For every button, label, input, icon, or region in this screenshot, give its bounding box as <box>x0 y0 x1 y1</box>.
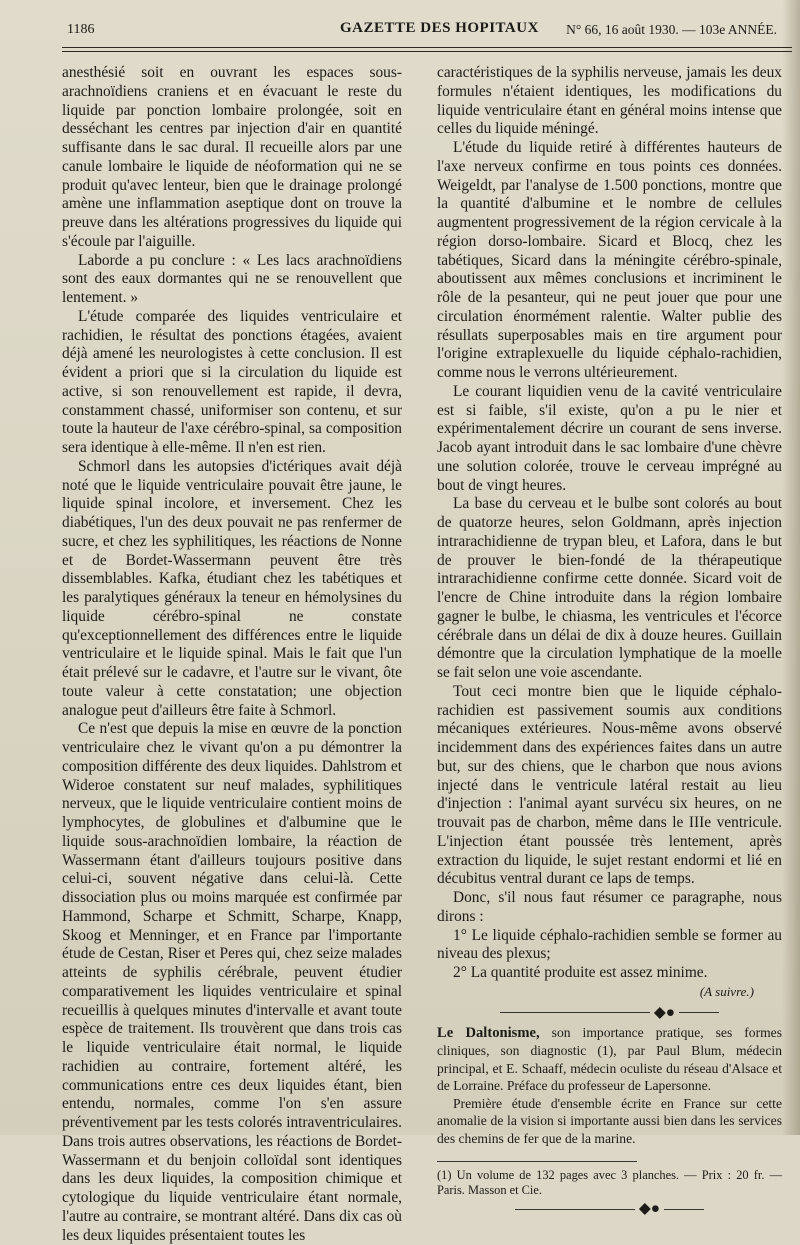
page-number: 1186 <box>67 22 95 37</box>
paragraph: L'étude du liquide retiré à différentes hauteurs de l'axe nerveux confirme en tous points ces données. Weigeldt, par l'analyse de 1.500 ponctions, montre que la quantité d'albumine et le nombre de cellules augmentent progressivement de la région cervicale à la région dorso-lombaire. Sicard et Blocq, chez les tabétiques, Sicard dans la méningite cérébro-spinale, aboutissent aux mêmes conclusions et incriminent le rôle de la pesanteur, qui ne peut jouer que pour une circulation énormément ralentie. Walter publie des résullats superposables mais en tire argument pour l'origine extraplexuelle du liquide céphalo-rachidien, comme nous le verrons ultérieurement. <box>437 139 782 381</box>
list-item: 1° Le liquide céphalo-rachidien semble se former au niveau des plexus; <box>437 926 782 963</box>
right-column <box>437 64 783 1217</box>
paragraph: anesthésié soit en ouvrant les espaces sous-arachnoïdiens craniens et en évacuant le reste du liquide par ponction lombaire prolongée, soit en desséchant les centres par injection d'air en quantité suffisante dans le sac dural. Il recueille alors par une canule lombaire le liquide de néoformation qui ne se produit qu'avec lenteur, bien que le drainage prolongé amène une inflammation aseptique dont on trouve la preuve dans les altérations progressives du liquide qui s'écoule par l'aiguille. <box>62 64 402 250</box>
header-rule <box>62 47 792 48</box>
ornament-divider: ◆● <box>437 1008 782 1018</box>
journal-title: GAZETTE DES HOPITAUX <box>340 20 539 36</box>
paragraph: Le courant liquidien venu de la cavité ventriculaire est si faible, s'il existe, qu'on a pu le nier et expérimentalement décrire un courant de sens inverse. Jacob ayant introduit dans le sac lombaire d'une chèvre une solution colorée, trouve le cerveau imprégné au bout de vingt heures. <box>437 382 782 494</box>
paragraph: La base du cerveau et le bulbe sont colorés au bout de quatorze heures, selon Goldmann, après injection intrarachidienne de trypan bleu, et Lafora, dans le but de prouver le bien-fondé de la thérapeutique intrarachidienne confirme cette donnée. Sicard voit de l'encre de Chine introduite dans la région lombaire gagner le bulbe, le chiasma, les ventricules et l'écorce cérébrale dans un délai de dix à douze heures. Guillain démontre que la circulation lymphatique de la moelle se fait selon une voie ascendante. <box>437 495 782 681</box>
to-be-continued: (A suivre.) <box>699 983 754 999</box>
book-description: son importance pratique, ses formes cliniques, son diagnostic (1), par Paul Blum, médecin principal, et E. Schaaff, médecin oculiste du réseau d'Alsace et de Lorraine. Préface du professeur de Lapersonne. <box>437 1024 783 1093</box>
paragraph: caractéristiques de la syphilis nerveuse, jamais les deux formules n'étaient identiques, les modifications du liquide ventriculaire étant en général moins intense que celles du liquide méningé. <box>437 64 782 138</box>
page-fold-shadow <box>782 0 800 1135</box>
book-title: Le Daltonisme, <box>437 1024 540 1041</box>
book-notice <box>437 1024 782 1095</box>
paragraph: Tout ceci montre bien que le liquide céphalo-rachidien est passivement soumis aux conditions mécaniques extérieures. Nous-même avons observé incidemment dans des expériences faites dans un autre but, sur des chiens, que le charbon que nous avions injecté dans le ventricule latéral restait au lieu d'injection : l'animal ayant survécu six heures, on ne trouvait pas de charbon, même dans le IIIe ventricule. L'injection étant poussée très lentement, après extraction du liquide, le sujet restant endormi et lié en décubitus ventral durant ce laps de temps. <box>437 682 782 888</box>
header-rule-double <box>62 51 792 52</box>
ornament-divider-bottom: ◆● <box>437 1204 782 1214</box>
footnote-rule <box>437 1161 637 1162</box>
paragraph: Laborde a pu conclure : « Les lacs arachnoïdiens sont des eaux dormantes qui ne se renouvellent que lentement. » <box>62 251 402 306</box>
paragraph: Donc, s'il nous faut résumer ce paragraphe, nous dirons : <box>437 889 782 925</box>
issue-info: N° 66, 16 août 1930. — 103e ANNÉE. <box>566 22 777 37</box>
left-column <box>62 64 402 1244</box>
book-summary: Première étude d'ensemble écrite en France sur cette anomalie de la vision si importante aussi bien dans les services des chemins de fer que de la marine. <box>437 1095 782 1146</box>
footnote: (1) Un volume de 132 pages avec 3 planches. — Prix : 20 fr. — Paris. Masson et Cie. <box>437 1168 782 1197</box>
paragraph: Ce n'est que depuis la mise en œuvre de la ponction ventriculaire chez le vivant qu'on a pu démontrer la composition différente des deux liquides. Dahlstrom et Wideroe constatent sur neuf malades, syphilitiques nerveux, que le liquide ventriculaire contient moins de lymphocytes, de globulines et d'albumine que le liquide sous-arachnoïdien lombaire, la réaction de Wassermann étant d'ailleurs toujours positive dans celui-ci, souvent négative dans celui-là. Cette dissociation plus ou moins marquée est confirmée par Hammond, Scharpe et Schmitt, Scharpe, Knapp, Skoog et Menninger, et en France par l'importante étude de Cestan, Riser et Peres qui, chez seize malades atteints de syphilis cérébrale, peuvent étudier comparativement les liquides ventriculaire et spinal recueillis à quelques minutes d'intervalle et avant toute espèce de traitement. Ils trouvèrent que dans trois cas le liquide ventriculaire était normal, le liquide rachidien au contraire, fortement altéré, les communications entre ces deux liquides étant, bien entendu, normales, comme l'on s'en assure préventivement par les tests colorés intraventriculaires. Dans trois autres observations, les réactions de Bordet-Wassermann et du benjoin colloïdal sont identiques dans les deux liquides, la composition chimique et cytologique du liquide ventriculaire étant normale, l'autre au contraire, se montrant altéré. Dans dix cas où les deux liquides présentaient toutes les <box>62 720 402 1244</box>
paragraph: Schmorl dans les autopsies d'ictériques avait déjà noté que le liquide ventriculaire pouvait être jaune, le liquide spinal incolore, et inversement. Chez les diabétiques, l'un des deux pouvait ne pas renfermer de sucre, et chez les syphilitiques, les réactions de Nonne et de Bordet-Wassermann peuvent être très dissemblables. Kafka, étudiant chez les tabétiques et les paralytiques généraux la teneur en hémolysines du liquide cérébro-spinal ne constate qu'exceptionnellement des différences entre le liquide ventriculaire et le liquide spinal. Mais le fait que l'un était prélevé sur le cadavre, et l'autre sur le vivant, ôte toute valeur à cette constatation; une objection analogue peut d'ailleurs être faite à Schmorl. <box>62 457 402 719</box>
paragraph: L'étude comparée des liquides ventriculaire et rachidien, le résultat des ponctions étagées, avaient déjà amené les neurologistes à cette conclusion. Il est évident a priori que si la circulation du liquide est active, si son renouvellement est rapide, il devra, constamment chassé, uniformiser son contenu, et sur toute la hauteur de l'axe cérébro-spinal, sa composition sera identique à elle-même. Il n'en est rien. <box>62 307 402 456</box>
list-item: 2° La quantité produite est assez minime. <box>453 964 708 981</box>
page-header <box>55 20 785 44</box>
